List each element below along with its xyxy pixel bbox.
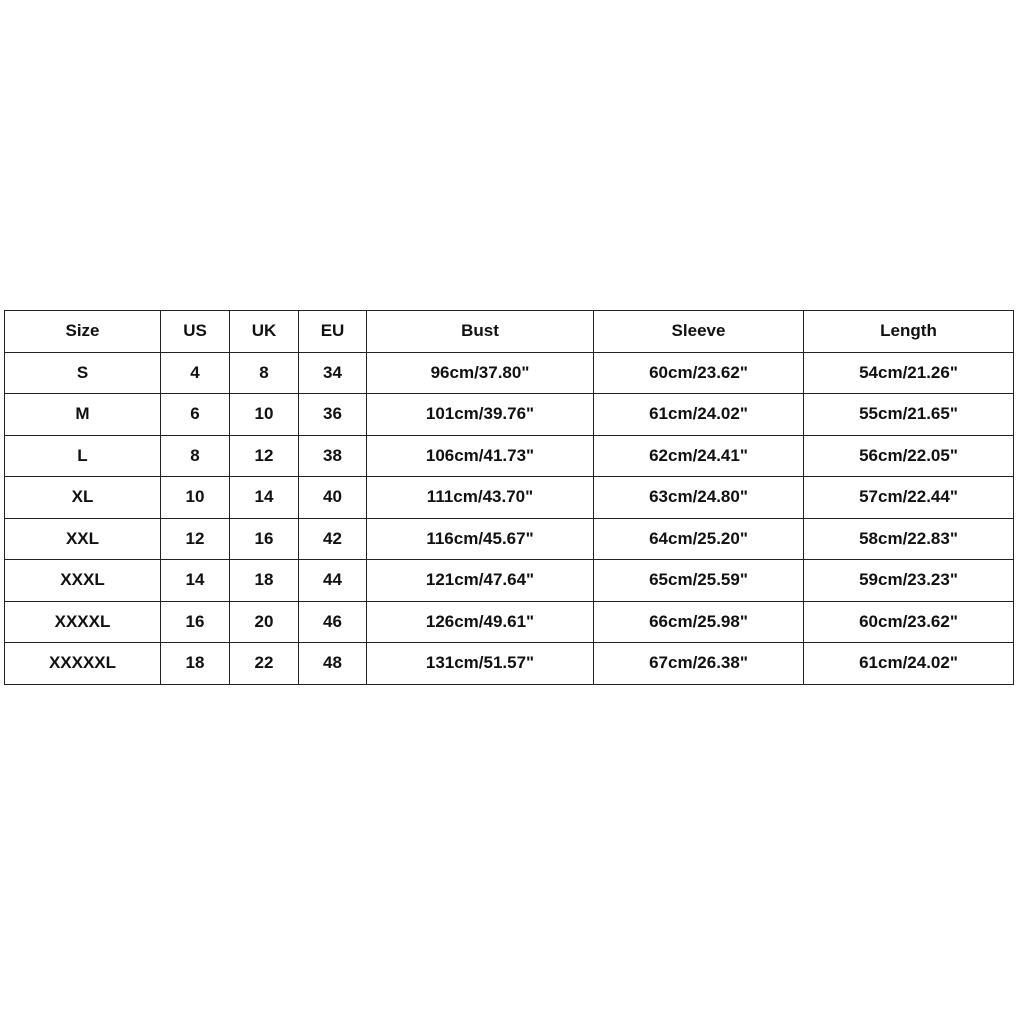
cell-us: 14 <box>161 560 230 602</box>
header-us: US <box>161 311 230 353</box>
cell-size: XXXL <box>5 560 161 602</box>
cell-sleeve: 60cm/23.62" <box>594 352 804 394</box>
table-row <box>5 477 1014 519</box>
table-row <box>5 352 1014 394</box>
cell-eu: 46 <box>299 601 367 643</box>
cell-uk: 20 <box>230 601 299 643</box>
cell-length: 56cm/22.05" <box>804 435 1014 477</box>
table-row <box>5 518 1014 560</box>
cell-sleeve: 66cm/25.98" <box>594 601 804 643</box>
table-row <box>5 560 1014 602</box>
cell-size: L <box>5 435 161 477</box>
cell-us: 12 <box>161 518 230 560</box>
cell-size: XXXXXL <box>5 643 161 685</box>
cell-sleeve: 62cm/24.41" <box>594 435 804 477</box>
table-row <box>5 435 1014 477</box>
cell-eu: 48 <box>299 643 367 685</box>
cell-uk: 18 <box>230 560 299 602</box>
cell-sleeve: 61cm/24.02" <box>594 394 804 436</box>
cell-uk: 14 <box>230 477 299 519</box>
cell-size: M <box>5 394 161 436</box>
cell-eu: 34 <box>299 352 367 394</box>
cell-uk: 22 <box>230 643 299 685</box>
header-eu: EU <box>299 311 367 353</box>
header-row <box>5 311 1014 353</box>
cell-eu: 42 <box>299 518 367 560</box>
cell-uk: 8 <box>230 352 299 394</box>
cell-eu: 40 <box>299 477 367 519</box>
cell-sleeve: 67cm/26.38" <box>594 643 804 685</box>
cell-us: 16 <box>161 601 230 643</box>
table-row <box>5 394 1014 436</box>
header-uk: UK <box>230 311 299 353</box>
cell-uk: 16 <box>230 518 299 560</box>
header-bust: Bust <box>367 311 594 353</box>
cell-us: 4 <box>161 352 230 394</box>
cell-size: XXXXL <box>5 601 161 643</box>
table-row <box>5 601 1014 643</box>
cell-eu: 44 <box>299 560 367 602</box>
cell-sleeve: 63cm/24.80" <box>594 477 804 519</box>
cell-bust: 116cm/45.67" <box>367 518 594 560</box>
cell-size: XL <box>5 477 161 519</box>
cell-length: 54cm/21.26" <box>804 352 1014 394</box>
header-sleeve: Sleeve <box>594 311 804 353</box>
cell-eu: 38 <box>299 435 367 477</box>
cell-length: 55cm/21.65" <box>804 394 1014 436</box>
cell-length: 58cm/22.83" <box>804 518 1014 560</box>
cell-us: 10 <box>161 477 230 519</box>
cell-sleeve: 64cm/25.20" <box>594 518 804 560</box>
cell-bust: 126cm/49.61" <box>367 601 594 643</box>
cell-bust: 111cm/43.70" <box>367 477 594 519</box>
header-size: Size <box>5 311 161 353</box>
size-chart-table <box>4 310 1014 685</box>
header-length: Length <box>804 311 1014 353</box>
cell-uk: 10 <box>230 394 299 436</box>
cell-sleeve: 65cm/25.59" <box>594 560 804 602</box>
cell-bust: 121cm/47.64" <box>367 560 594 602</box>
table-row <box>5 643 1014 685</box>
cell-bust: 106cm/41.73" <box>367 435 594 477</box>
cell-us: 18 <box>161 643 230 685</box>
cell-size: S <box>5 352 161 394</box>
cell-size: XXL <box>5 518 161 560</box>
cell-bust: 96cm/37.80" <box>367 352 594 394</box>
cell-length: 61cm/24.02" <box>804 643 1014 685</box>
cell-length: 59cm/23.23" <box>804 560 1014 602</box>
cell-uk: 12 <box>230 435 299 477</box>
cell-length: 57cm/22.44" <box>804 477 1014 519</box>
cell-bust: 101cm/39.76" <box>367 394 594 436</box>
cell-us: 6 <box>161 394 230 436</box>
cell-us: 8 <box>161 435 230 477</box>
cell-eu: 36 <box>299 394 367 436</box>
cell-length: 60cm/23.62" <box>804 601 1014 643</box>
cell-bust: 131cm/51.57" <box>367 643 594 685</box>
